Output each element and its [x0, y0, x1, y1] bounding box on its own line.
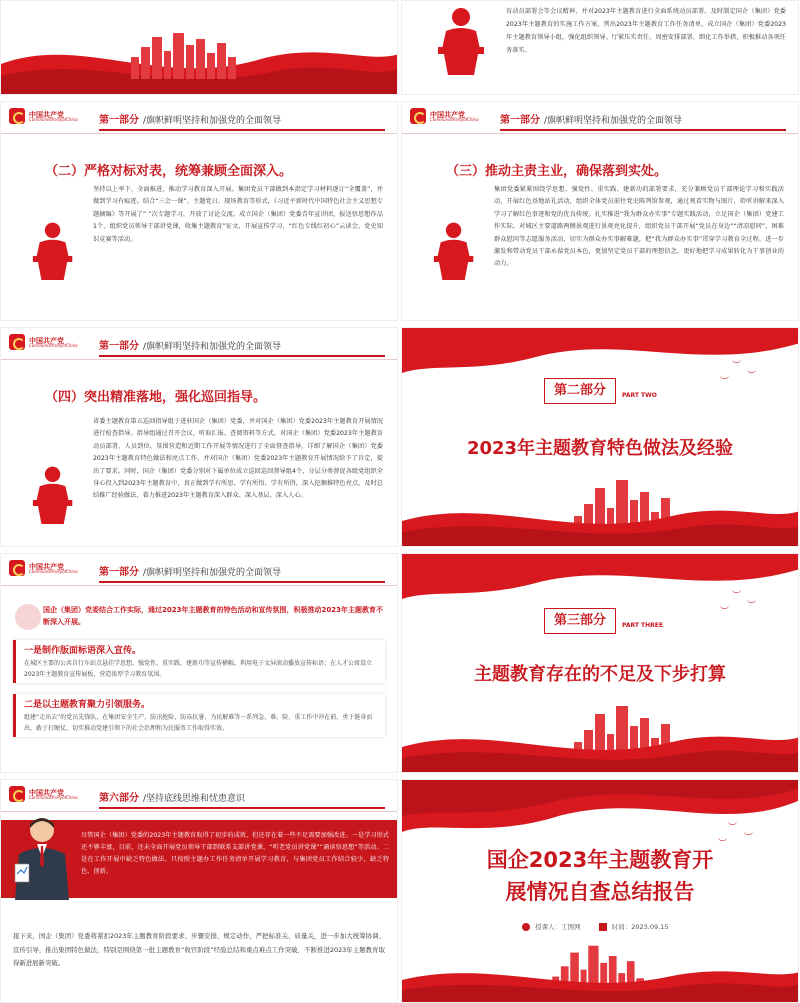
section-heading	[99, 111, 281, 126]
presentation-date: 时间：2023.09.15	[611, 923, 669, 931]
city-skyline-graphic	[129, 29, 239, 79]
intro-text: 国企（集团）党委结合工作实际，通过2023年主题教育的特色活动和宣传氛围，积极推动2023年主题教育不断深入开展。	[43, 606, 383, 626]
slide-2-right[interactable]	[401, 101, 799, 321]
slide-part-two-cover[interactable]	[401, 327, 799, 547]
banner-text: 尽管国企（集团）党委的2023年主题教育取得了初步的成效，但还存在着一些不足需要加强改进。一是学习形式还不够丰富，目前，还未全面开展党员领导干部到联系支部讲党课、“听老党员讲党课”“诵读悟思想”等活动。二是在工作开展中缺乏特色做法。只按照主题办工作任务清单开展学习教育，与集团党员工作结合较少，缺乏特色、创新。	[81, 832, 389, 875]
part-label-box	[544, 608, 616, 634]
red-wave-decoration	[402, 722, 799, 772]
party-emblem-icon	[9, 560, 25, 576]
party-emblem-icon	[9, 108, 25, 124]
section-label: 第一部分	[99, 567, 139, 578]
businessman-illustration	[11, 814, 73, 900]
slide-header	[402, 102, 798, 134]
part-en-label: PART TWO	[622, 392, 657, 399]
section-label: 第一部分	[99, 341, 139, 352]
section-heading	[500, 111, 682, 126]
slide-cover-partial[interactable]	[0, 0, 398, 95]
red-wave-top	[402, 554, 799, 614]
slide-body-text: 接下来，国企（集团）党委将紧扣2023年主题教育阶段要求、步骤安排、规定动作，严把标准关、质量关，进一步加大统筹协调、宣传引导，推出集团特色做法，特别是围绕第一批主题教育“收官阶段”经验总结和重点难点工作突破，不断推进2023年主题教育取得新进展新突破。	[13, 932, 385, 967]
logo-cn: 中国共产党	[29, 335, 64, 345]
bird-icon: ︶	[728, 823, 738, 833]
section-topic: /旗帜鲜明坚持和加强党的全面领导	[143, 568, 282, 578]
party-logo	[9, 560, 78, 576]
calendar-icon	[599, 923, 607, 931]
presenter-name: 授课人：工图网	[535, 923, 581, 931]
logo-cn: 中国共产党	[29, 561, 64, 571]
slide-3-left[interactable]	[0, 327, 398, 547]
section-topic: /旗帜鲜明坚持和加强党的全面领导	[143, 342, 282, 352]
party-logo	[410, 108, 479, 124]
part-en-label: PART THREE	[622, 622, 663, 629]
section-title: 主题教育存在的不足及下步打算	[474, 664, 726, 685]
section-topic: /坚持底线思维和忧患意识	[143, 794, 246, 804]
bird-icon: ︶	[720, 607, 730, 617]
party-emblem-icon	[9, 786, 25, 802]
section-topic: /旗帜鲜明坚持和加强党的全面领导	[143, 116, 282, 126]
speaker-podium-icon	[29, 464, 77, 524]
slide-body-text: 省委主题教育第五巡回指导组于进驻国企（集团）党委，并对国企（集团）党委2023年主题教育开展情况进行检查指导。指导组通过召开会议、听取汇报、查阅资料等方式，对国企（集团）党委2023年主题教育动员部署、人员到位、氛围营造和近期工作开展等情况进行了全面督查指导，详细了解国企（集团）党委2023年主题教育特色做法和亮点工作，并对国企（集团）党委2023年主题教育开展情况给予了肯定，提出了要求。同时，国企（集团）党委分别对下属单位成立巡回巡回督导组4个，分层分类督促各级党组织全身心投入到2023年主题教育中，真正做到学有所思、学有所悟、学有所得，深入挖掘推特色亮点，及时总结推广经验做法，着力推进2023年主题教育深入群众、深入基层、深入人心。	[93, 418, 383, 500]
section-heading	[99, 563, 281, 578]
bird-icon: ︶	[732, 361, 742, 371]
slide-part-three-cover[interactable]	[401, 553, 799, 773]
header-underline	[99, 355, 385, 357]
logo-en: CommunistPartyofChina	[29, 568, 78, 574]
slide-body-text	[93, 184, 383, 246]
slide-header	[1, 328, 397, 360]
body-main: 坚持以上率下、全面推进，推动学习教育深入开展。集团党员干部做到本指定学习材料逐订“全覆盖”，并做到学习有痕迹。结合“三会一课”、主题党日、现场教育等形式，《习近平新时代中国特色社会主义思想专题摘编》等开展了“ ”次专题学习，开放了讨论交流。成立国企（集团）党委青年宣讲团，报送悟思想作品1个，组织党员领导干部讲党课，收集主题教育”征文，开展宣传学习、“红色专线红初心”云读会、党史知识竞赛等活动。	[93, 186, 383, 243]
logo-en: CommunistPartyofChina	[29, 116, 78, 122]
card-title: 一是制作版面标语深入宣传。	[24, 646, 142, 656]
speaker-podium-icon	[430, 220, 478, 280]
slide-2-left[interactable]	[0, 101, 398, 321]
party-emblem-icon	[9, 334, 25, 350]
bird-icon: ︶	[744, 833, 754, 843]
slide-final-cover[interactable]	[401, 779, 799, 1003]
report-title-line2: 展情况自查总结报告	[505, 880, 695, 904]
report-title-line1: 国企2023年主题教育开	[486, 848, 714, 872]
logo-en: CommunistPartyofChina	[29, 342, 78, 348]
slide-body-text: 集团党委紧紧围绕学思想、强党性、重实践、建新功的部署要求，充分兼顾党员干部理论学习和实践活动，开展红色基地站礼活动，组织全体党员前往党史陈列馆参观，通过观看实物与图片，聆听讲解来深入学习了解红色事迹和党的优良传统。扎实推进“我为群众办实事”专题实践活动，立足国企（集团）党建工作实际，对城区主要道路两侧景观进行景观亮化提升，组织党员干部开展“党员在身边”“清凉慰问”，困难群众慰问等志愿服务活动，切实为群众办实事解难题，把“我为群众办实事”贯穿学习教育全过程。进一步激发和带动党员干部永葆党员本色，更加坚定党员干部的理想信念，更好地把学习成果转化为干事创业的动力。	[494, 186, 784, 268]
bird-icon: ︶	[747, 371, 757, 381]
section-topic: /旗帜鲜明坚持和加强党的全面领导	[544, 116, 683, 126]
section-title: 2023年主题教育特色做法及经验	[466, 438, 734, 459]
part-label: 第三部分	[553, 613, 606, 628]
red-wave-decoration	[402, 496, 799, 546]
slide-5-left[interactable]	[0, 779, 398, 1003]
intro-accent-circle	[15, 604, 41, 630]
user-icon	[522, 923, 530, 931]
party-logo	[9, 786, 78, 802]
card-body: 组建“走出去”的党员先锋队，在集团安全生产、防汛抢险、防冻抗暑、为民解难等一系列急、难、险、重工作中冲在前，勇于挺身而出，敢于打硬仗，切实推动党建引领下的社会治理和为民服务工作取得实效。	[24, 714, 373, 732]
speaker-podium-icon	[434, 5, 489, 75]
section-label: 第一部分	[99, 115, 139, 126]
card-title: 二是以主题教育聚力引领服务。	[24, 700, 151, 710]
section-label: 第一部分	[500, 115, 540, 126]
party-emblem-icon	[410, 108, 426, 124]
logo-en: CommunistPartyofChina	[29, 794, 78, 800]
slide-body-text: 育动员部署会等会议精神，并对2023年主题教育进行全面系统动员部署。及时制定国企（集团）党委2023年主题教育的实施工作方案，列出2023年主题教育工作任务清单，成立国企（集团）党委2023年主题教育领导小组，强化组织领导、厅紧压实责任、周密安排部署、细化工作举措，积极推动各项任务落实。	[506, 8, 786, 54]
slide-subtitle: （二）严格对标对表，统筹兼顾全面深入。	[45, 164, 293, 179]
presenter-info	[522, 922, 668, 931]
feature-card	[13, 640, 385, 683]
section-heading	[99, 789, 245, 804]
logo-cn: 中国共产党	[29, 109, 64, 119]
party-logo	[9, 108, 78, 124]
slide-header	[1, 554, 397, 586]
bird-icon: ︶	[747, 601, 757, 611]
logo-en: CommunistPartyofChina	[430, 116, 479, 122]
slide-subtitle: （三）推动主责主业，确保落到实处。	[446, 164, 668, 179]
part-label-box	[544, 378, 616, 404]
party-logo	[9, 334, 78, 350]
red-wave-decoration	[402, 958, 799, 1002]
logo-cn: 中国共产党	[29, 787, 64, 797]
header-underline	[99, 581, 385, 583]
header-underline	[500, 129, 786, 131]
header-underline	[99, 129, 385, 131]
slide-header	[1, 102, 397, 134]
feature-card	[13, 694, 385, 737]
bird-icon: ︶	[720, 377, 730, 387]
section-heading	[99, 337, 281, 352]
logo-cn: 中国共产党	[430, 109, 465, 119]
red-wave-top	[402, 780, 799, 850]
slide-header	[1, 780, 397, 812]
part-label: 第二部分	[553, 383, 606, 398]
bird-icon: ︶	[718, 839, 728, 849]
speaker-podium-icon	[29, 220, 77, 280]
section-label: 第六部分	[99, 793, 139, 804]
bird-icon: ︶	[732, 591, 742, 601]
header-underline	[99, 807, 385, 809]
card-body: 在城区主要的公共自行车站点悬挂学思想、强党性、重实践、建新功等宣传横幅，利用电子文屏滚动播放宣传标语；在人才公寓设立2023年主题教育宣传展板，营造浓厚学习教育氛围。	[24, 660, 373, 678]
slide-subtitle: （四）突出精准落地，强化巡回指导。	[45, 390, 267, 405]
slide-4-left[interactable]	[0, 553, 398, 773]
slide-leadership-partial[interactable]	[401, 0, 799, 95]
